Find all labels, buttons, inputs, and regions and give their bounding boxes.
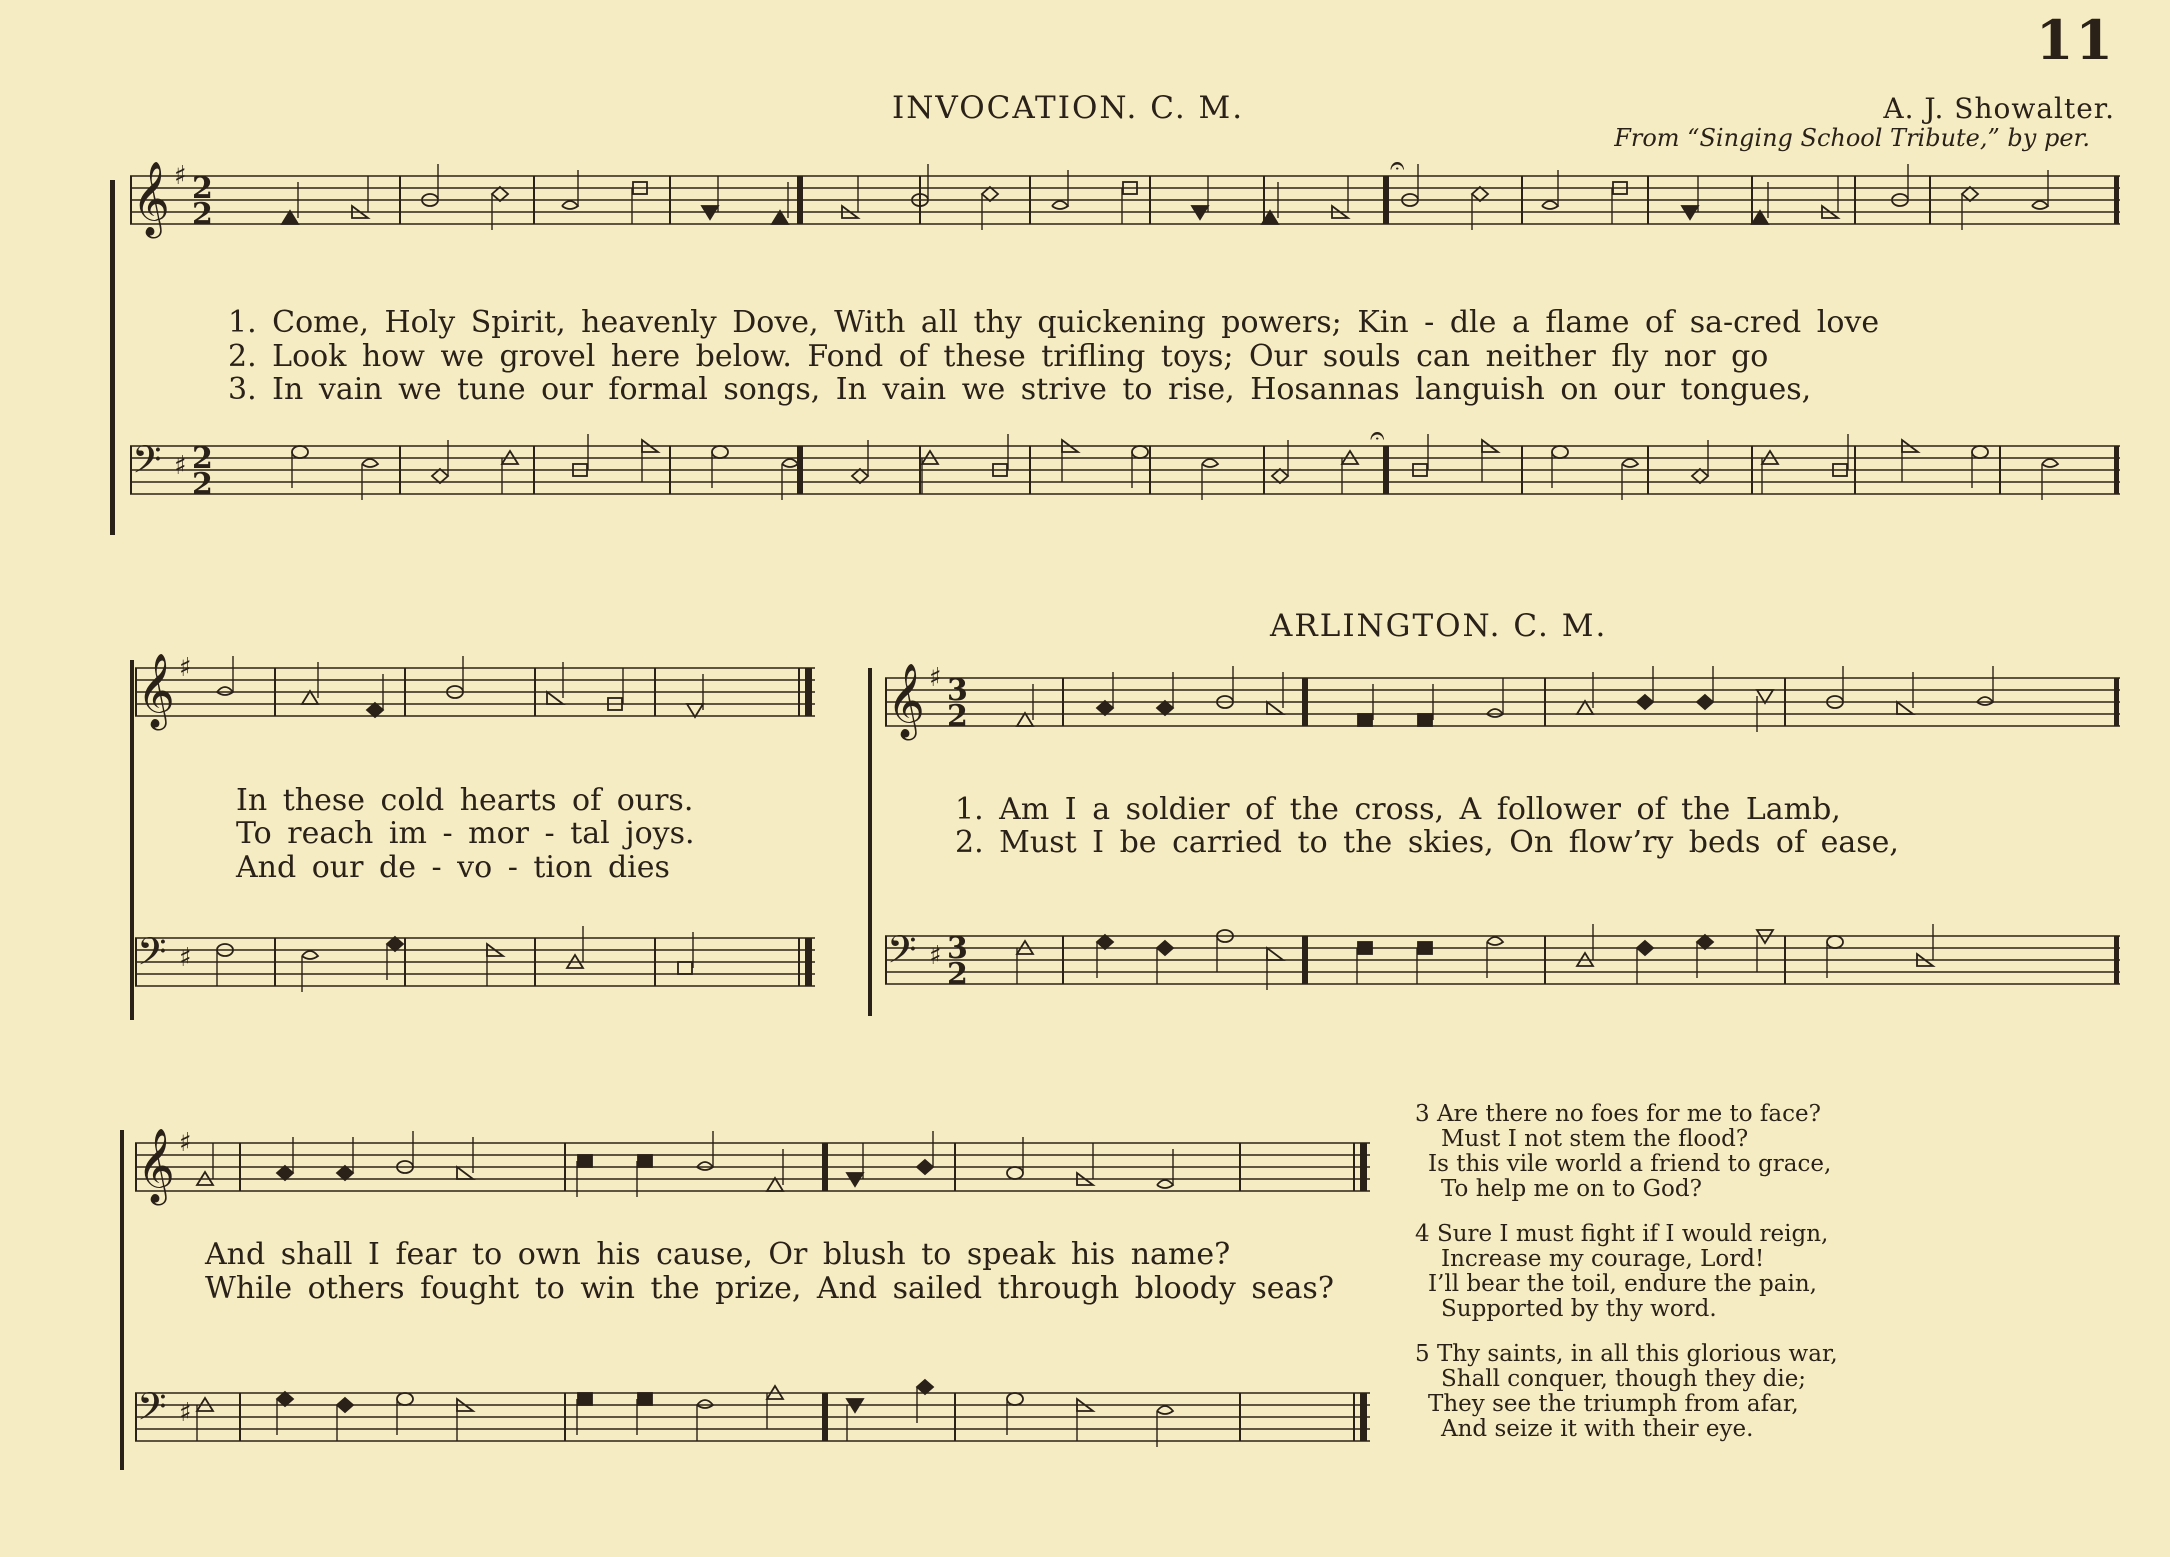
note-head-semicircle bbox=[2042, 459, 2058, 467]
note-head-semicircle bbox=[562, 201, 578, 209]
note-head-oval bbox=[1007, 1167, 1023, 1179]
lyric-line-2: While others fought to win the prize, And sailed through bloody seas? bbox=[205, 1271, 1334, 1306]
note-head-square bbox=[1358, 942, 1372, 954]
fermata-icon: 𝄐 bbox=[1390, 151, 1405, 181]
bass-staff bbox=[135, 920, 815, 1020]
time-signature-bottom: 2 bbox=[947, 957, 968, 992]
note-head-semicircle bbox=[1622, 459, 1638, 467]
time-signature-top: 3 bbox=[947, 931, 968, 966]
note-head-oval bbox=[712, 446, 728, 458]
stanza-line: 3 Are there no foes for me to face? bbox=[1415, 1101, 1821, 1127]
stanza-line: Must I not stem the flood? bbox=[1441, 1126, 1749, 1152]
note-head-semicircle bbox=[1202, 459, 1218, 467]
lyric-line-1: 1. Am I a soldier of the cross, A follower of the Lamb, bbox=[955, 792, 1841, 827]
note-head-diamond bbox=[1692, 469, 1708, 483]
note-head-semicircle bbox=[1157, 1180, 1173, 1188]
hymn-title-invocation: INVOCATION. C. M. bbox=[892, 90, 1245, 126]
note-head-triangle bbox=[1017, 713, 1033, 726]
fermata-icon: 𝄐 bbox=[1370, 421, 1385, 451]
note-head-diamond bbox=[1097, 701, 1113, 715]
system-bracket bbox=[120, 1130, 130, 1470]
note-head-diamond bbox=[367, 703, 383, 717]
note-head-triangle bbox=[282, 211, 298, 224]
note-head-diamond bbox=[1272, 469, 1288, 483]
stanza-line: Shall conquer, though they die; bbox=[1441, 1366, 1807, 1392]
note-head-diamond bbox=[277, 1392, 293, 1406]
stanza-line: To help me on to God? bbox=[1441, 1176, 1702, 1202]
note-head-diamond bbox=[432, 469, 448, 483]
lyric-line-1: In these cold hearts of ours. bbox=[236, 783, 694, 818]
treble-staff bbox=[135, 1125, 1370, 1225]
note-head-square bbox=[638, 1393, 652, 1405]
note-head-semicircle bbox=[1487, 709, 1503, 717]
sharp-icon: ♯ bbox=[179, 943, 192, 973]
stanza-line: And seize it with their eye. bbox=[1441, 1416, 1754, 1442]
bass-clef-icon: 𝄢 bbox=[132, 437, 162, 491]
sharp-icon: ♯ bbox=[179, 1398, 192, 1428]
system-bracket bbox=[110, 180, 120, 535]
lyric-line-2: 2. Look how we grovel here below. Fond of these trifling toys; Our souls can neither fly nor go bbox=[228, 339, 1769, 374]
final-barline bbox=[1360, 1143, 1367, 1191]
note-head-oval bbox=[1007, 1393, 1023, 1405]
treble-clef-icon: 𝄞 bbox=[137, 1129, 175, 1203]
note-head-semicircle bbox=[217, 687, 233, 695]
note-head-diamond bbox=[1157, 941, 1173, 955]
note-head-diamond bbox=[1697, 935, 1713, 949]
note-head-square bbox=[578, 1393, 592, 1405]
sharp-icon: ♯ bbox=[174, 161, 187, 191]
note-head-triangle bbox=[767, 1178, 783, 1191]
final-barline bbox=[2114, 176, 2119, 224]
stanza-3 bbox=[1415, 1102, 1838, 1202]
note-head-square bbox=[1418, 714, 1432, 726]
sharp-icon: ♯ bbox=[929, 663, 942, 693]
note-head-semicircle bbox=[782, 459, 798, 467]
sharp-icon: ♯ bbox=[179, 1128, 192, 1158]
note-head-oval bbox=[1827, 936, 1843, 948]
note-head-semicircle bbox=[2032, 201, 2048, 209]
note-head-diamond bbox=[1962, 187, 1978, 201]
bass-staff bbox=[885, 918, 2120, 1018]
lyric-line-2: To reach im - mor - tal joys. bbox=[236, 816, 695, 851]
time-signature-top: 3 bbox=[947, 673, 968, 708]
note-head-cone bbox=[1757, 690, 1773, 703]
stanza-line: 4 Sure I must fight if I would reign, bbox=[1415, 1221, 1829, 1247]
note-head-triangle bbox=[302, 691, 318, 704]
final-barline bbox=[2114, 446, 2119, 494]
note-head-semicircle bbox=[1487, 937, 1503, 945]
stanza-line: 5 Thy saints, in all this glorious war, bbox=[1415, 1341, 1838, 1367]
treble-staff bbox=[130, 151, 2120, 268]
bass-staff bbox=[135, 1375, 1370, 1475]
note-head-square bbox=[678, 962, 692, 974]
lyric-line-1: And shall I fear to own his cause, Or blush to speak his name? bbox=[205, 1237, 1231, 1272]
note-head-right-triangle bbox=[457, 1167, 473, 1179]
treble-clef-icon: 𝄞 bbox=[137, 654, 175, 728]
note-head-oval bbox=[1552, 446, 1568, 458]
sharp-icon: ♯ bbox=[174, 451, 187, 481]
note-head-triangle bbox=[772, 211, 788, 224]
stanza-line: They see the triumph from afar, bbox=[1428, 1391, 1799, 1417]
note-head-diamond bbox=[1697, 695, 1713, 709]
time-signature-bottom: 2 bbox=[192, 197, 213, 232]
note-head-semicircle bbox=[362, 459, 378, 467]
bass-staff bbox=[130, 421, 2120, 538]
time-signature-bottom: 2 bbox=[947, 699, 968, 734]
stanza-line: Is this vile world a friend to grace, bbox=[1428, 1151, 1832, 1177]
treble-clef-icon: 𝄞 bbox=[887, 664, 925, 738]
note-head-right-triangle bbox=[1267, 948, 1283, 960]
note-head-diamond bbox=[1637, 941, 1653, 955]
note-head-semicircle bbox=[1052, 201, 1068, 209]
note-head-diamond bbox=[337, 1166, 353, 1180]
note-head-square bbox=[1418, 942, 1432, 954]
bass-clef-icon: 𝄢 bbox=[137, 1384, 167, 1438]
time-signature-top: 2 bbox=[192, 441, 213, 476]
note-head-semicircle bbox=[697, 1400, 713, 1408]
note-head-diamond bbox=[337, 1398, 353, 1412]
note-head-semicircle bbox=[302, 951, 318, 959]
note-head-oval bbox=[292, 446, 308, 458]
stanza-line: Increase my courage, Lord! bbox=[1441, 1246, 1765, 1272]
note-head-oval bbox=[397, 1393, 413, 1405]
source-credit: From “Singing School Tribute,” by per. bbox=[1614, 124, 2090, 152]
note-head-right-triangle bbox=[1897, 702, 1913, 714]
stanza-5 bbox=[1415, 1342, 1838, 1442]
note-head-diamond bbox=[1472, 187, 1488, 201]
note-head-triangle bbox=[1752, 211, 1768, 224]
final-barline bbox=[805, 668, 812, 716]
note-head-cone bbox=[687, 704, 703, 717]
lyric-line-3: 3. In vain we tune our formal songs, In vain we strive to rise, Hosannas languish on our tongues, bbox=[228, 372, 1812, 407]
page-number: 11 bbox=[2035, 8, 2115, 72]
note-head-oval bbox=[1972, 446, 1988, 458]
final-barline bbox=[2114, 678, 2119, 726]
lyric-line-2: 2. Must I be carried to the skies, On flow’ry beds of ease, bbox=[955, 825, 1899, 860]
final-barline bbox=[1360, 1393, 1367, 1441]
note-head-oval bbox=[1132, 446, 1148, 458]
system-bracket bbox=[868, 668, 878, 1016]
composer-credit: A. J. Showalter. bbox=[1883, 92, 2115, 125]
additional-stanzas bbox=[1415, 1102, 1838, 1462]
note-head-diamond bbox=[1157, 701, 1173, 715]
hymn-title-arlington: ARLINGTON. C. M. bbox=[1270, 608, 1608, 644]
note-head-semicircle bbox=[1977, 697, 1993, 705]
stanza-4 bbox=[1415, 1222, 1838, 1322]
note-head-diamond bbox=[1637, 695, 1653, 709]
treble-clef-icon: 𝄞 bbox=[132, 162, 170, 236]
note-head-semicircle bbox=[1542, 201, 1558, 209]
note-head-diamond bbox=[387, 937, 403, 951]
note-head-square bbox=[578, 1155, 592, 1167]
note-head-semicircle bbox=[697, 1162, 713, 1170]
stanza-line: Supported by thy word. bbox=[1441, 1296, 1717, 1322]
note-head-semicircle bbox=[1157, 1406, 1173, 1414]
note-head-triangle bbox=[1577, 701, 1593, 714]
note-head-diamond bbox=[917, 1380, 933, 1394]
note-head-diamond bbox=[917, 1160, 933, 1174]
final-barline bbox=[805, 938, 812, 986]
bass-clef-icon: 𝄢 bbox=[887, 927, 917, 981]
lyric-line-1: 1. Come, Holy Spirit, heavenly Dove, With all thy quickening powers; Kin - dle a flame of sa-cred love bbox=[228, 305, 1880, 340]
note-head-diamond bbox=[852, 469, 868, 483]
final-barline bbox=[2114, 936, 2119, 984]
note-head-diamond bbox=[492, 187, 508, 201]
lyric-line-3: And our de - vo - tion dies bbox=[236, 850, 670, 885]
sharp-icon: ♯ bbox=[929, 941, 942, 971]
note-head-square bbox=[1358, 714, 1372, 726]
note-head-diamond bbox=[982, 187, 998, 201]
note-head-square bbox=[638, 1155, 652, 1167]
note-head-diamond bbox=[277, 1166, 293, 1180]
note-head-diamond bbox=[1097, 935, 1113, 949]
stanza-line: I’ll bear the toil, endure the pain, bbox=[1428, 1271, 1817, 1297]
system-bracket bbox=[130, 660, 140, 1020]
bass-clef-icon: 𝄢 bbox=[137, 929, 167, 983]
note-head-right-triangle bbox=[1267, 702, 1283, 714]
treble-staff bbox=[885, 660, 2120, 760]
time-signature-top: 2 bbox=[192, 171, 213, 206]
note-head-right-triangle bbox=[547, 692, 563, 704]
treble-staff bbox=[135, 650, 815, 750]
sharp-icon: ♯ bbox=[179, 653, 192, 683]
time-signature-bottom: 2 bbox=[192, 467, 213, 502]
